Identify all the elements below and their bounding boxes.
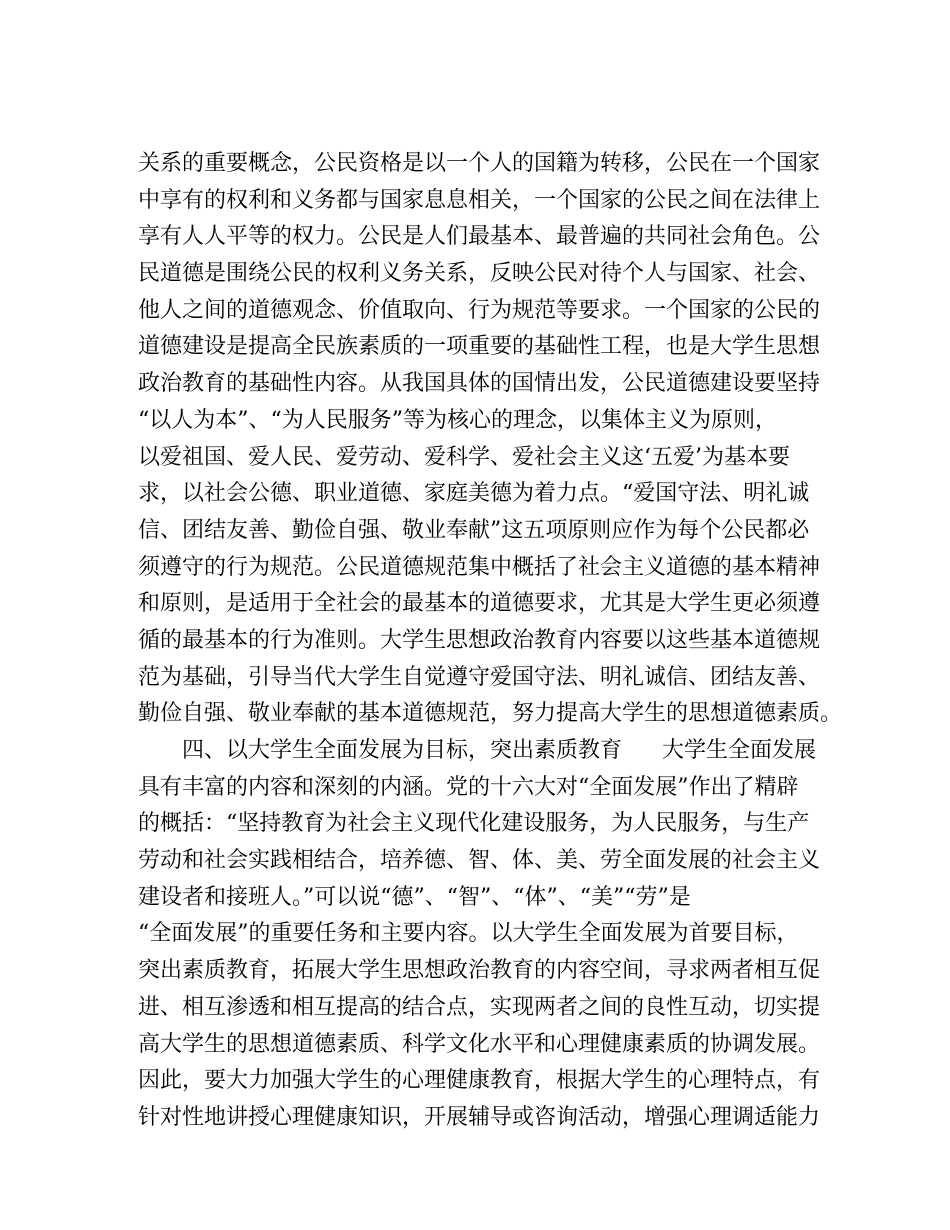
text-line: 进、相互渗透和相互提高的结合点，实现两者之间的良性互动，切实提 bbox=[138, 994, 821, 1020]
text-line: 因此，要大力加强大学生的心理健康教育，根据大学生的心理特点，有 bbox=[138, 1068, 821, 1094]
text-line: 民道德是围绕公民的权利义务关系，反映公民对待个人与国家、社会、 bbox=[138, 261, 821, 287]
section-heading-continuation: 大学生全面发展 bbox=[662, 738, 817, 763]
text-line: 他人之间的道德观念、价值取向、行为规范等要求。一个国家的公民的 bbox=[138, 297, 821, 323]
text-line: 具有丰富的内容和深刻的内涵。党的十六大对“全面发展”作出了精辟 bbox=[138, 774, 799, 800]
text-line: 勤俭自强、敬业奉献的基本道德规范，努力提高大学生的思想道德素质。 bbox=[138, 701, 843, 727]
text-line: 建设者和接班人。”可以说“德”、“智”、“体”、“美”“劳”是 bbox=[138, 884, 691, 910]
text-line: 关系的重要概念，公民资格是以一个人的国籍为转移，公民在一个国家 bbox=[138, 151, 821, 176]
text-line: 以爱祖国、爱人民、爱劳动、爱科学、爱社会主义这‘五爱’为基本要 bbox=[138, 444, 790, 470]
text-line: 针对性地讲授心理健康知识，开展辅导或咨询活动，增强心理调适能力 bbox=[138, 1104, 821, 1130]
text-line: 政治教育的基础性内容。从我国具体的国情出发，公民道德建设要坚持 bbox=[138, 371, 821, 397]
section-heading-line bbox=[138, 733, 828, 770]
text-line: 中享有的权利和义务都与国家息息相关，一个国家的公民之间在法律上 bbox=[138, 187, 821, 213]
text-line: 享有人人平等的权力。公民是人们最基本、最普遍的共同社会角色。公 bbox=[138, 224, 821, 250]
text-line: 的概括：“坚持教育为社会主义现代化建设服务，为人民服务，与生产 bbox=[138, 811, 810, 837]
body-text bbox=[138, 146, 843, 1137]
text-line: 求，以社会公德、职业道德、家庭美德为着力点。“爱国守法、明礼诚 bbox=[138, 481, 810, 507]
text-line: 劳动和社会实践相结合，培养德、智、体、美、劳全面发展的社会主义 bbox=[138, 848, 821, 874]
text-line: “全面发展”的重要任务和主要内容。以大学生全面发展为首要目标， bbox=[138, 921, 799, 947]
text-line: “以人为本”、“为人民服务”等为核心的理念，以集体主义为原则， bbox=[138, 407, 777, 433]
text-line: 须遵守的行为规范。公民道德规范集中概括了社会主义道德的基本精神 bbox=[138, 554, 821, 580]
text-line: 高大学生的思想道德素质、科学文化水平和心理健康素质的协调发展。 bbox=[138, 1031, 821, 1057]
text-line: 范为基础，引导当代大学生自觉遵守爱国守法、明礼诚信、团结友善、 bbox=[138, 664, 821, 690]
text-line: 和原则，是适用于全社会的最基本的道德要求，尤其是大学生更必须遵 bbox=[138, 591, 821, 617]
text-line: 突出素质教育，拓展大学生思想政治教育的内容空间，寻求两者相互促 bbox=[138, 958, 821, 984]
text-line: 道德建设是提高全民族素质的一项重要的基础性工程，也是大学生思想 bbox=[138, 334, 821, 360]
text-line: 信、团结友善、勤俭自强、敬业奉献”这五项原则应作为每个公民都必 bbox=[138, 517, 810, 543]
section-heading: 四、以大学生全面发展为目标，突出素质教育 bbox=[182, 738, 623, 763]
text-line: 循的最基本的行为准则。大学生思想政治教育内容要以这些基本道德规 bbox=[138, 627, 821, 653]
